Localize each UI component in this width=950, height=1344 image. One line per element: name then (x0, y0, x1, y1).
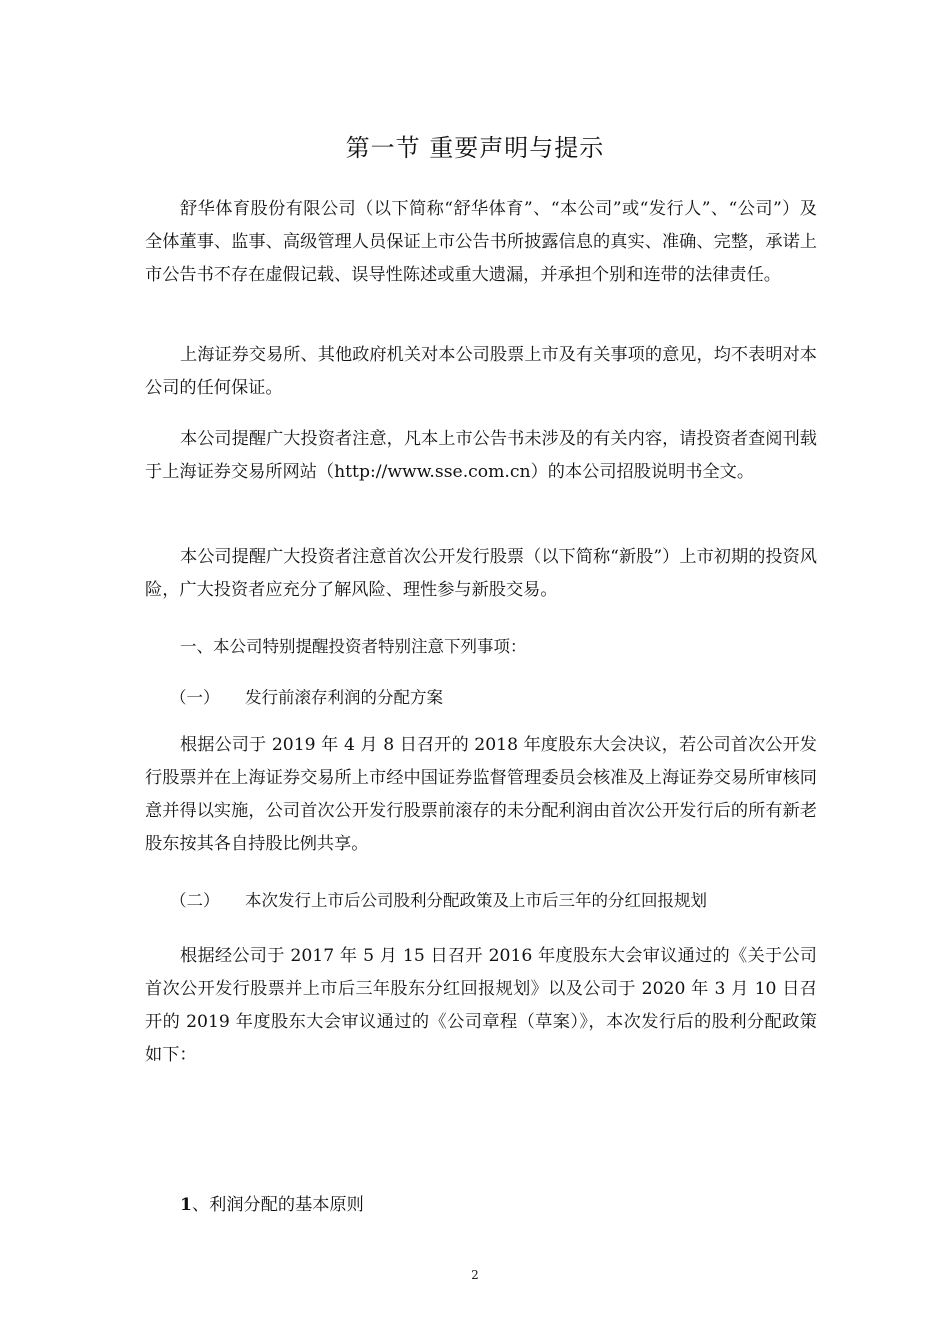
paragraph-risk-reminder: 本公司提醒广大投资者注意首次公开发行股票（以下简称“新股”）上市初期的投资风险，广大投资者应充分了解风险、理性参与新股交易。 (145, 547, 817, 600)
subsection-2-number: （二） (170, 891, 220, 910)
item-1-heading (180, 1190, 364, 1215)
subsection-1-number: （一） (170, 688, 220, 707)
paragraph-declaration: 舒华体育股份有限公司（以下简称“舒华体育”、“本公司”或“发行人”、“公司”）及全体董事、监事、高级管理人员保证上市公告书所披露信息的真实、准确、完整，承诺上市公告书不存在虚假记载、误导性陈述或重大遗漏，并承担个别和连带的法律责任。 (145, 199, 817, 285)
paragraph-exchange-disclaimer: 上海证券交易所、其他政府机关对本公司股票上市及有关事项的意见，均不表明对本公司的任何保证。 (145, 345, 817, 398)
subsection-1-title: 发行前滚存利润的分配方案 (245, 688, 443, 707)
page-number: 2 (471, 1268, 479, 1282)
page-title: 第一节 重要声明与提示 (345, 134, 605, 162)
subsection-1-body: 根据公司于 2019 年 4 月 8 日召开的 2018 年度股东大会决议，若公司首次公开发行股票并在上海证券交易所上市经中国证券监督管理委员会核准及上海证券交易所审核同意并得以实施，公司首次公开发行股票前滚存的未分配利润由首次公开发行后的所有新老股东按其各自持股比例共享。 (145, 735, 817, 854)
item-1-title: 、利润分配的基本原则 (191, 1195, 364, 1215)
paragraph-prospectus-reference: 本公司提醒广大投资者注意，凡本上市公告书未涉及的有关内容，请投资者查阅刊载于上海证券交易所网站（http://www.sse.com.cn）的本公司招股说明书全文。 (145, 429, 817, 482)
subsection-2-body: 根据经公司于 2017 年 5 月 15 日召开 2016 年度股东大会审议通过的《关于公司首次公开发行股票并上市后三年股东分红回报规划》以及公司于 2020 年 3 月 10 日召开的 2019 年度股东大会审议通过的《公司章程（草案）》，本次发行后的股利分配政策如下： (145, 946, 817, 1065)
section-heading: 一、本公司特别提醒投资者特别注意下列事项： (180, 637, 527, 656)
item-1-number: 1 (180, 1195, 192, 1215)
subsection-2-title: 本次发行上市后公司股利分配政策及上市后三年的分红回报规划 (245, 891, 707, 910)
